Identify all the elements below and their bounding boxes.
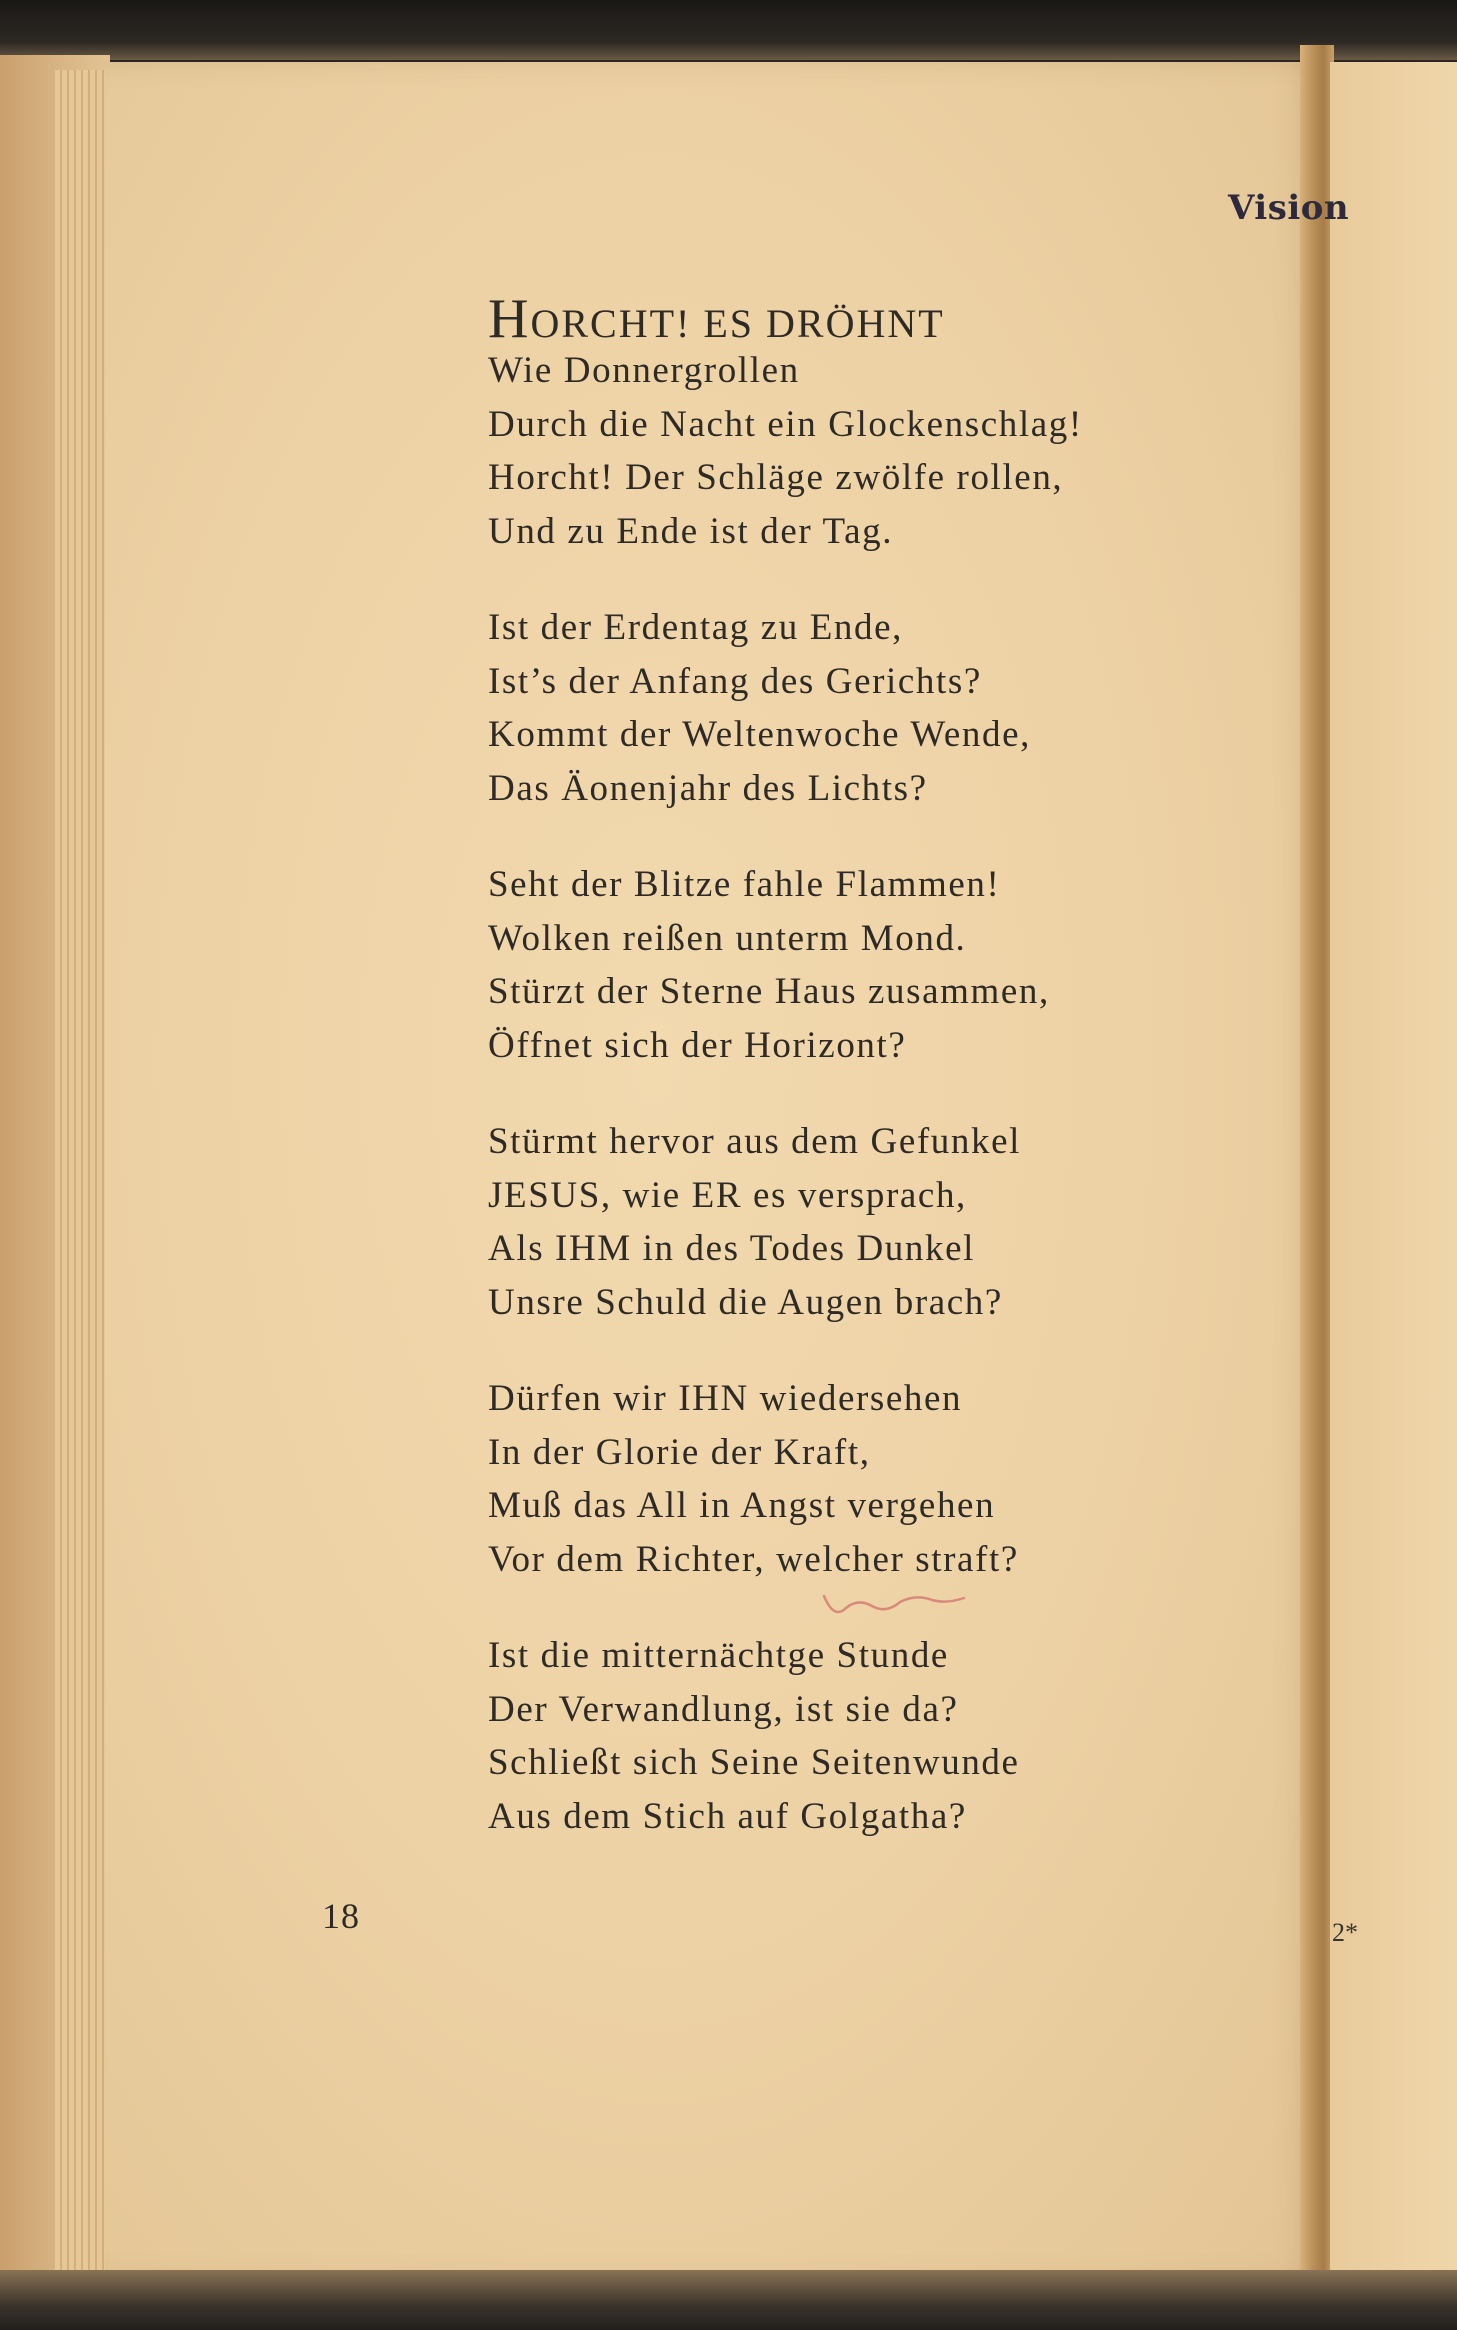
- poem-line: Wolken reißen unterm Mond.: [488, 917, 967, 959]
- poem-line: Aus dem Stich auf Golgatha?: [488, 1795, 967, 1837]
- stanza: [488, 1372, 1288, 1586]
- poem-line: Als IHM in des Todes Dunkel: [488, 1228, 975, 1269]
- stanza: [488, 344, 1288, 558]
- poem-line: Unsre Schuld die Augen brach?: [488, 1281, 1003, 1323]
- top-background: [0, 0, 1457, 60]
- poem-line: Kommt der Weltenwoche Wende,: [488, 714, 1031, 755]
- poem-line: Ist der Erdentag zu Ende,: [488, 607, 903, 648]
- poem-line: In der Glorie der Kraft,: [488, 1431, 871, 1473]
- stanza: [488, 1629, 1288, 1843]
- pencil-mark: [820, 1592, 970, 1622]
- poem-line: Stürmt hervor aus dem Gefunkel: [488, 1121, 1021, 1162]
- poem-line: Öffnet sich der Horizont?: [488, 1024, 907, 1066]
- stanza: [488, 601, 1288, 815]
- poem-line: JESUS, wie ER es versprach,: [488, 1174, 967, 1216]
- right-page-signature: 2*: [1332, 1918, 1358, 1947]
- title-rest: ORCHT! ES DRÖHNT: [530, 301, 945, 346]
- poem-line: Dürfen wir IHN wiedersehen: [488, 1378, 963, 1419]
- poem-line: Muß das All in Angst vergehen: [488, 1485, 996, 1526]
- running-head: Vision: [1228, 188, 1350, 228]
- book-gutter: [1300, 45, 1334, 2285]
- poem-line: Der Verwandlung, ist sie da?: [488, 1688, 959, 1730]
- page-number: 18: [322, 1896, 360, 1936]
- poem: [488, 288, 1288, 1886]
- title-initial: H: [488, 288, 531, 350]
- stanza: [488, 1115, 1288, 1329]
- bottom-background: [0, 2270, 1457, 2330]
- poem-title: [488, 288, 1288, 350]
- poem-line: Wie Donnergrollen: [488, 350, 800, 391]
- poem-line: Durch die Nacht ein Glockenschlag!: [488, 403, 1083, 445]
- stanza: [488, 858, 1288, 1072]
- poem-line: Vor dem Richter, welcher straft?: [488, 1538, 1019, 1580]
- poem-line: Horcht! Der Schläge zwölfe rollen,: [488, 457, 1064, 498]
- poem-line: Stürzt der Sterne Haus zusammen,: [488, 971, 1050, 1012]
- poem-line: Ist’s der Anfang des Gerichts?: [488, 660, 982, 702]
- poem-line: Und zu Ende ist der Tag.: [488, 510, 894, 552]
- poem-line: Schließt sich Seine Seitenwunde: [488, 1742, 1020, 1783]
- poem-line: Seht der Blitze fahle Flammen!: [488, 864, 1001, 905]
- poem-line: Ist die mitternächtge Stunde: [488, 1635, 949, 1676]
- poem-line: Das Äonenjahr des Lichts?: [488, 767, 928, 809]
